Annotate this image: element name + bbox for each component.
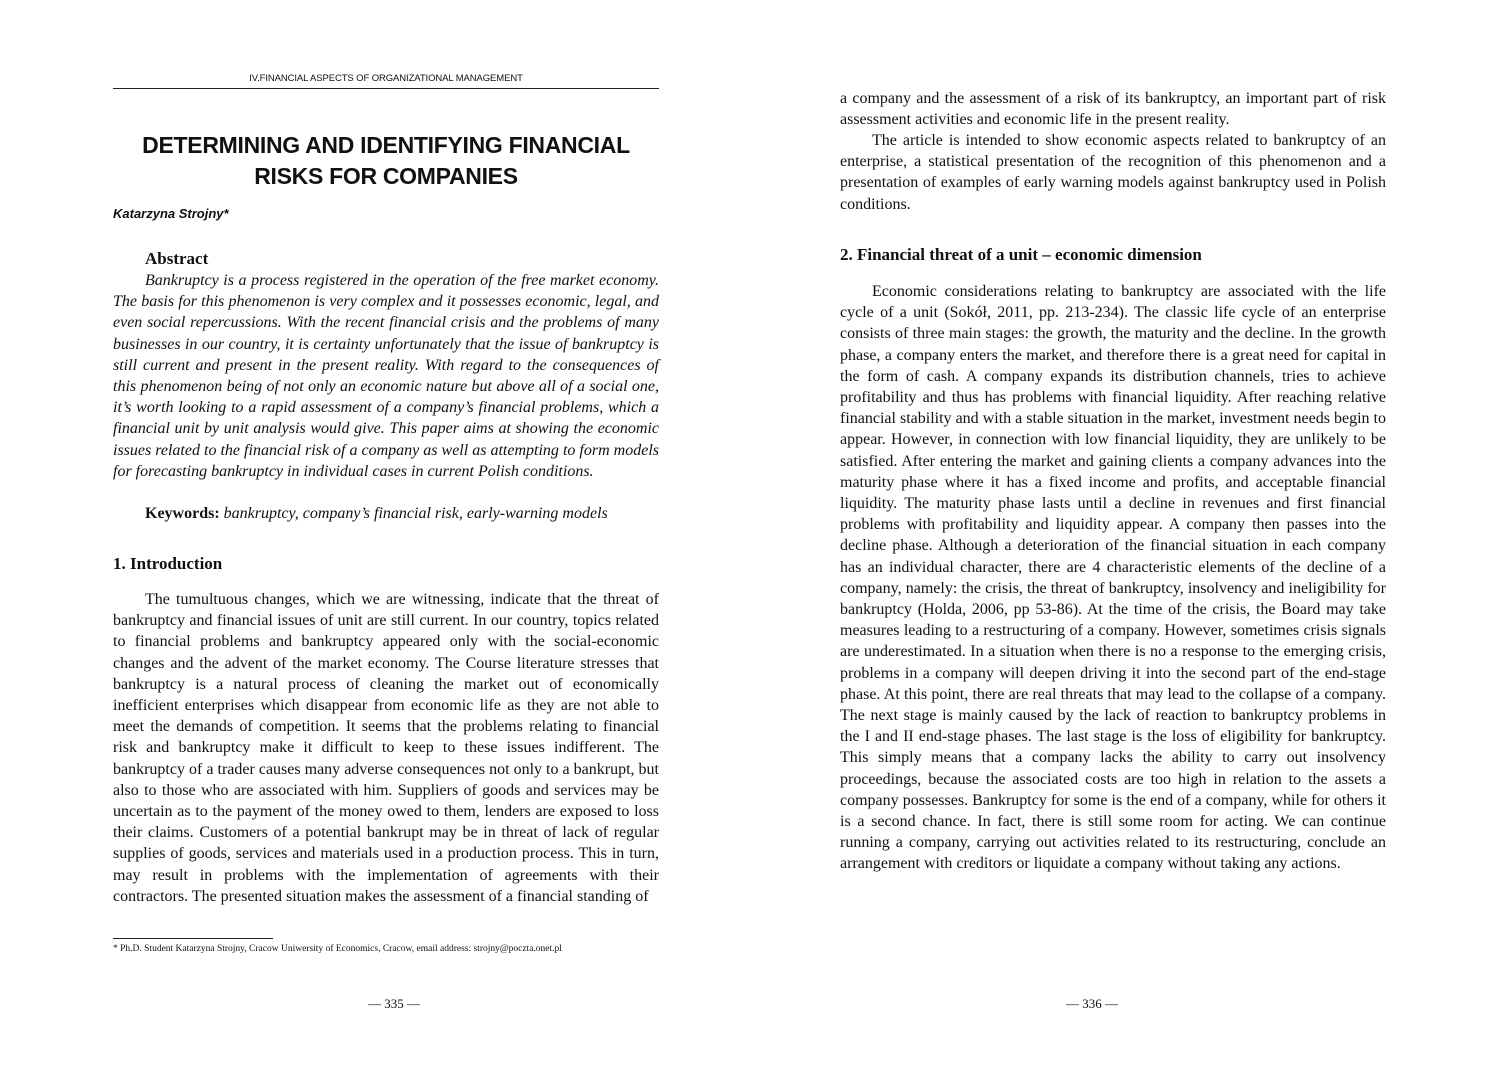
section-heading-introduction: 1. Introduction: [113, 554, 223, 573]
right-page: [750, 0, 1500, 1068]
keywords-text: bankruptcy, company’s financial risk, early-warning models: [223, 505, 608, 522]
author: Katarzyna Strojny*: [113, 206, 229, 221]
continuation-paragraph: The article is intended to show economic aspects related to bankruptcy of an enterprise, a statistical presentation of the recognition of this phenomenon and a presentation of examples of early warning models against bankruptcy used in Polish conditions.: [840, 132, 1386, 213]
footnote-rule: [113, 938, 273, 939]
keywords-label: Keywords:: [145, 505, 220, 522]
abstract-text: Bankruptcy is a process registered in the operation of the free market economy. The basis for this phenomenon is very complex and it possesses economic, legal, and even social repercussions. With the recent financial crisis and the problems of many businesses in our country, it is certainty unfortunately that the issue of bankruptcy is still current and present in the present reality. With regard to the consequences of this phenomenon being of not only an economic nature but above all of a social one, it’s worth looking to a rapid assessment of a company’s financial problems, which a financial unit by unit analysis would give. This paper aims at showing the economic issues related to the financial risk of a company as well as attempting to form models for forecasting bankruptcy in individual cases in current Polish conditions.: [113, 272, 659, 480]
paper-title: DETERMINING AND IDENTIFYING FINANCIAL RISKS FOR COMPANIES: [142, 132, 630, 189]
page-number-right: — 336 —: [1066, 996, 1118, 1011]
footnote: * Ph.D. Student Katarzyna Strojny, Cracow Uniwersity of Economics, Cracow, email address: strojny@poczta.onet.pl: [113, 944, 562, 954]
keywords-line: [113, 503, 659, 524]
running-head: IV.FINANCIAL ASPECTS OF ORGANIZATIONAL MANAGEMENT: [113, 73, 659, 89]
abstract-heading: Abstract: [145, 249, 209, 268]
section2-text: Economic considerations relating to bankruptcy are associated with the life cycle of a unit (Sokół, 2011, pp. 213-234). The classic life cycle of an enterprise consists of three main stages: the growth, the maturity and the decline. In the growth phase, a company enters the market, and therefore there is a great need for capital in the form of cash. A company expands its distribution channels, tries to achieve profitability and thus has problems with financial liquidity. After reaching relative financial stability and with a stable situation in the market, investment needs begin to appear. However, in connection with low financial liquidity, they are unlikely to be satisfied. After entering the market and gaining clients a company advances into the maturity phase where it has a fixed income and profits, and acceptable financial liquidity. The maturity phase lasts until a decline in revenues and first financial problems with profitability and liquidity appear. A company then passes into the decline phase. Although a deterioration of the financial situation in each company has an individual character, there are 4 characteristic elements of the decline of a company, namely: the crisis, the threat of bankruptcy, insolvency and ineligibility for bankruptcy (Holda, 2006, pp 53-86). At the time of the crisis, the Board may take measures leading to a restructuring of a company. However, sometimes crisis signals are underestimated. In a situation when there is no a response to the emerging crisis, problems in a company will deepen driving it into the second part of the end-stage phase. At this point, there are real threats that may lead to the collapse of a company. The next stage is mainly caused by the lack of reaction to bankruptcy problems in the I and II end-stage phases. The last stage is the loss of eligibility for bankruptcy. This simply means that a company lacks the ability to carry out insolvency proceedings, because the associated costs are too high in relation to the assets a company possesses. Bankruptcy for some is the end of a company, while for others it is a second chance. In fact, there is still some room for acting. We can continue running a company, carrying out activities related to its restructuring, conclude an arrangement with creditors or liquidate a company without taking any actions.: [840, 283, 1386, 873]
page-number-left: — 335 —: [368, 996, 420, 1011]
continuation-text: a company and the assessment of a risk of its bankruptcy, an important part of risk assessment activities and economic life in the present reality.: [840, 90, 1386, 129]
introduction-text: The tumultuous changes, which we are witnessing, indicate that the threat of bankruptcy and financial issues of unit are still current. In our country, topics related to financial problems and bankruptcy appeared only with the social-economic changes and the advent of the market economy. The Course literature stresses that bankruptcy is a natural process of cleaning the market out of economically inefficient enterprises which disappear from economic life as they are not able to meet the demands of competition. It seems that the problems relating to financial risk and bankruptcy make it difficult to keep to these issues indifferent. The bankruptcy of a trader causes many adverse consequences not only to a bankrupt, but also to those who are associated with him. Suppliers of goods and services may be uncertain as to the payment of the money owed to them, lenders are exposed to loss their claims. Customers of a potential bankrupt may be in threat of lack of regular supplies of goods, services and materials used in a production process. This in turn, may result in problems with the implementation of agreements with their contractors. The presented situation makes the assessment of a financial standing of: [113, 591, 659, 905]
section-heading-financial-threat: 2. Financial threat of a unit – economic dimension: [840, 245, 1202, 264]
